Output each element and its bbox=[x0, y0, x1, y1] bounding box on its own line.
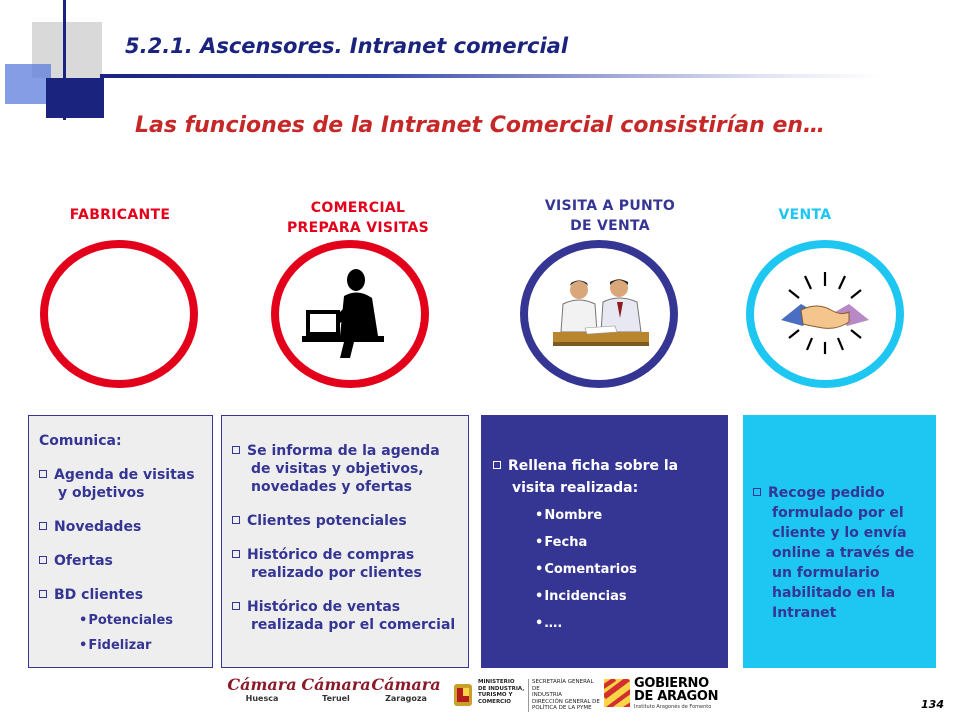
checkbox-bullet-icon bbox=[232, 602, 240, 610]
aragon-flag-icon bbox=[604, 679, 630, 707]
ministerio-logo bbox=[452, 678, 602, 714]
camara-zaragoza-logo: Cámara Zaragoza bbox=[371, 675, 441, 703]
checkbox-bullet-icon bbox=[39, 522, 47, 530]
checkbox-bullet-icon bbox=[493, 461, 501, 469]
checkbox-bullet-icon bbox=[39, 470, 47, 478]
checkbox-bullet-icon bbox=[232, 516, 240, 524]
visita-ring bbox=[520, 240, 678, 388]
box-intro: Comunica: bbox=[39, 433, 122, 449]
ministerio-name: MINISTERIO DE INDUSTRIA, TURISMO Y COMERCIO bbox=[478, 679, 525, 705]
list-item: Novedades bbox=[39, 518, 204, 536]
gobierno-subtext: Instituto Aragonés de Fomento bbox=[634, 704, 712, 710]
sub-item: • Fecha bbox=[493, 532, 716, 554]
gobierno-text: GOBIERNO DE ARAGON bbox=[634, 676, 719, 704]
camara-huesca-logo: Cámara Huesca bbox=[227, 675, 297, 703]
list-item: Recoge pedido formulado por el cliente y lo envía online a través de un formulario habilitado en la Intranet bbox=[753, 483, 926, 623]
sub-item: • …. bbox=[493, 613, 716, 635]
person-at-computer-icon bbox=[300, 262, 400, 362]
sub-item: • Fidelizar bbox=[39, 637, 204, 655]
header-decoration-line bbox=[63, 0, 66, 120]
handshake-icon bbox=[775, 268, 875, 358]
checkbox-bullet-icon bbox=[39, 556, 47, 564]
checkbox-bullet-icon bbox=[39, 590, 47, 598]
section-title: 5.2.1. Ascensores. Intranet comercial bbox=[125, 34, 569, 58]
spain-coat-of-arms-icon bbox=[452, 680, 474, 710]
header-decoration-square bbox=[46, 78, 104, 118]
fabricante-ring bbox=[40, 240, 198, 388]
slide-subtitle: Las funciones de la Intranet Comercial consistirían en… bbox=[134, 113, 826, 138]
checkbox-bullet-icon bbox=[753, 488, 761, 496]
sub-item: • Nombre bbox=[493, 505, 716, 527]
column-heading-visita: VISITA A PUNTO DE VENTA bbox=[544, 198, 676, 234]
title-underline bbox=[100, 74, 880, 78]
list-item: BD clientes bbox=[39, 586, 204, 604]
checkbox-bullet-icon bbox=[232, 446, 240, 454]
list-item: Histórico de ventas realizada por el comercial bbox=[232, 598, 458, 634]
comercial-ring bbox=[271, 240, 429, 388]
checkbox-bullet-icon bbox=[232, 550, 240, 558]
comercial-box bbox=[221, 415, 469, 668]
page-number: 134 bbox=[921, 698, 944, 711]
camara-teruel-logo: Cámara Teruel bbox=[301, 675, 371, 703]
visita-box bbox=[481, 415, 728, 668]
list-item: Ofertas bbox=[39, 552, 204, 570]
sub-item: • Potenciales bbox=[39, 612, 204, 630]
sub-item: • Comentarios bbox=[493, 559, 716, 581]
venta-box bbox=[743, 415, 936, 668]
column-heading-fabricante: FABRICANTE bbox=[69, 207, 171, 223]
secretaria-name: SECRETARÍA GENERAL DE INDUSTRIA DIRECCIÓN GENERAL DE POLÍTICA DE LA PYME bbox=[528, 679, 602, 712]
list-item: Clientes potenciales bbox=[232, 512, 458, 530]
fabricante-box bbox=[28, 415, 213, 668]
meeting-people-icon bbox=[545, 272, 655, 356]
header-decoration-square bbox=[5, 64, 51, 104]
column-heading-comercial: COMERCIAL PREPARA VISITAS bbox=[286, 200, 430, 236]
gobierno-aragon-logo bbox=[604, 676, 724, 716]
sub-item: • Incidencias bbox=[493, 586, 716, 608]
list-item: Se informa de la agenda de visitas y objetivos, novedades y ofertas bbox=[232, 442, 458, 496]
column-heading-venta: VENTA bbox=[778, 207, 832, 223]
list-item: Histórico de compras realizado por clientes bbox=[232, 546, 458, 582]
list-item: Rellena ficha sobre la visita realizada: bbox=[493, 455, 716, 499]
list-item: Agenda de visitas y objetivos bbox=[39, 466, 204, 502]
venta-ring bbox=[746, 240, 904, 388]
